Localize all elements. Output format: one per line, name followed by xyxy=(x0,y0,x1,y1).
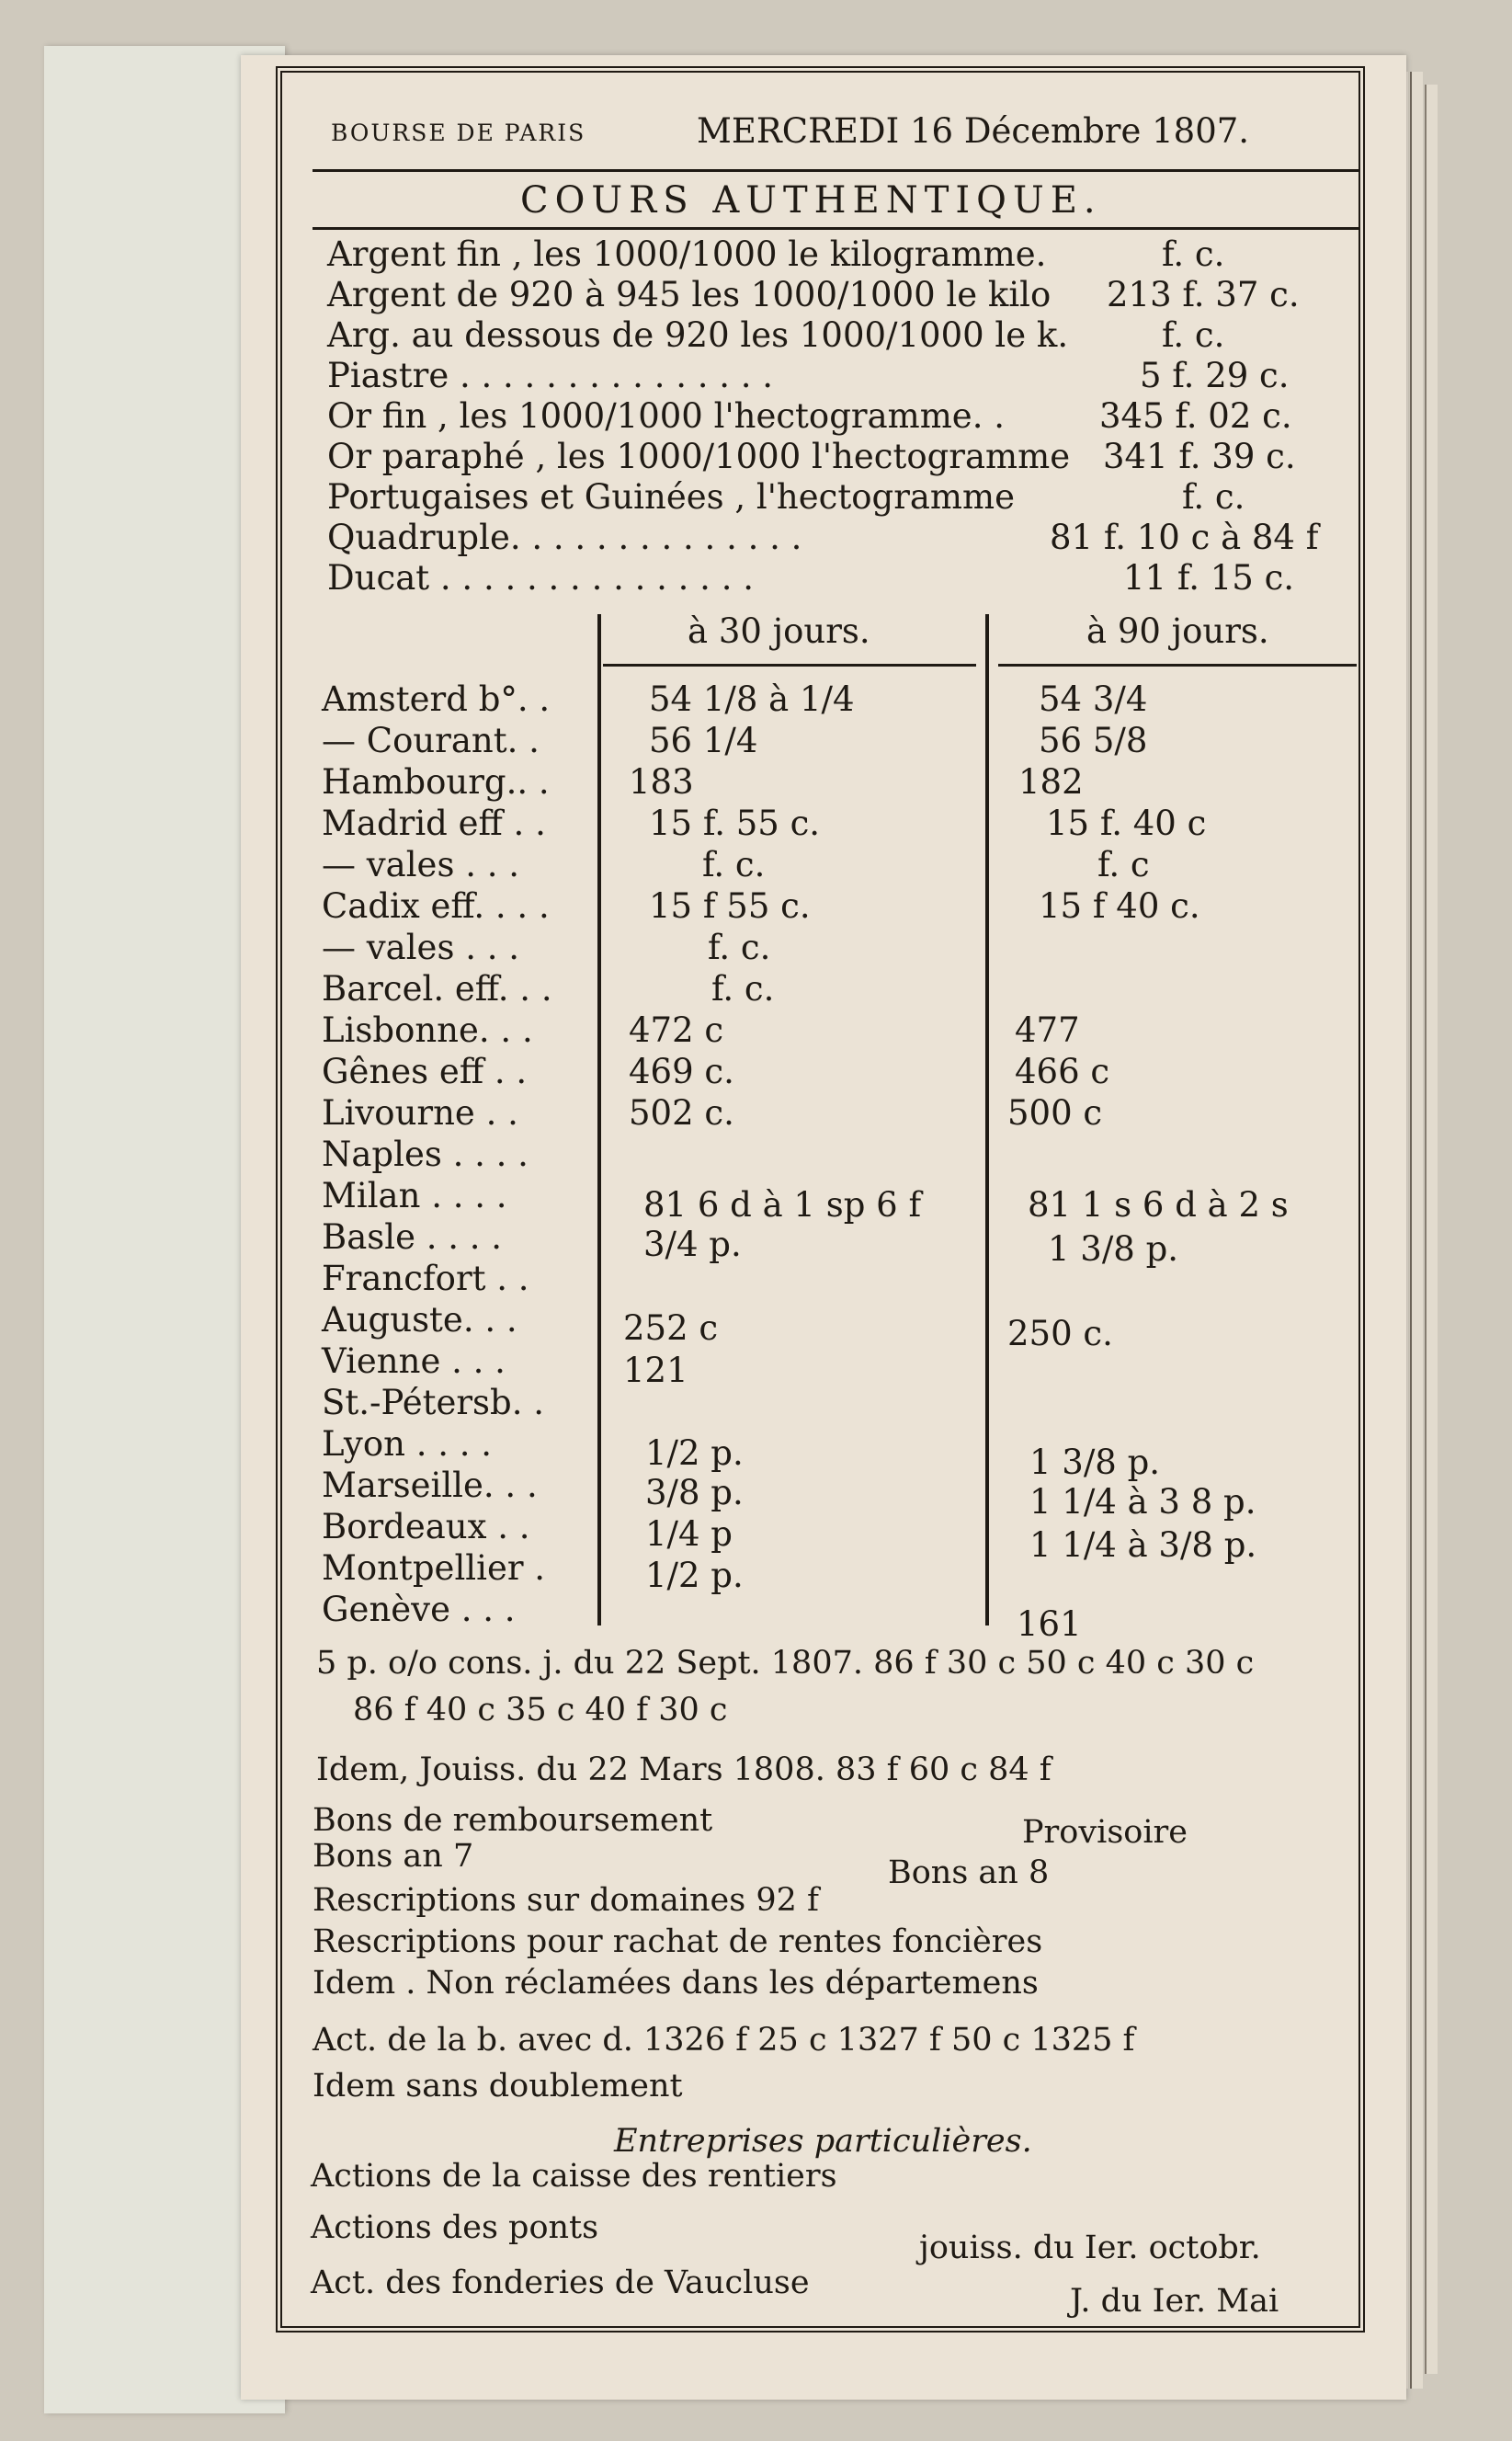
rate-30-days: 56 1/4 xyxy=(649,721,758,760)
place-name: — vales . . . xyxy=(322,928,520,967)
rate-30-days: 3/8 p. xyxy=(645,1473,744,1512)
metal-label: Ducat . . . . . . . . . . . . . . . xyxy=(327,558,754,598)
metal-label: Argent de 920 à 945 les 1000/1000 le kilo xyxy=(327,275,1052,314)
metal-value: 5 f. 29 c. xyxy=(1140,356,1290,395)
rate-30-days: 15 f. 55 c. xyxy=(649,804,821,843)
funds-line: Actions des ponts xyxy=(311,2209,599,2246)
rate-90-days: 1 1/4 à 3/8 p. xyxy=(1029,1525,1257,1565)
column-header-90-days: à 90 jours. xyxy=(1086,611,1269,651)
place-name: Gênes eff . . xyxy=(322,1052,528,1091)
rate-30-days: f. c. xyxy=(708,928,771,967)
rate-90-days: 54 3/4 xyxy=(1039,679,1148,719)
rate-90-days: 1 3/8 p. xyxy=(1048,1229,1179,1269)
funds-line: Idem, Jouiss. du 22 Mars 1808. 83 f 60 c 84 f xyxy=(316,1751,1052,1788)
date-heading: MERCREDI 16 Décembre 1807. xyxy=(697,111,1250,151)
rate-30-days: 1/4 p xyxy=(645,1514,733,1554)
place-name: Basle . . . . xyxy=(322,1217,503,1257)
metal-label: Argent fin , les 1000/1000 le kilogramme. xyxy=(327,234,1047,274)
place-name: Bordeaux . . xyxy=(322,1507,530,1546)
rate-90-days: 250 c. xyxy=(1007,1314,1113,1353)
place-name: — Courant. . xyxy=(322,721,540,760)
title-rule xyxy=(313,227,1360,230)
rate-30-days: 3/4 p. xyxy=(643,1225,742,1264)
metal-value: f. c. xyxy=(1162,234,1225,274)
rate-30-days: f. c. xyxy=(702,845,766,884)
metal-label: Or fin , les 1000/1000 l'hectogramme. . xyxy=(327,396,1005,436)
rate-90-days: 56 5/8 xyxy=(1039,721,1148,760)
funds-line: Idem sans doublement xyxy=(313,2068,683,2105)
page-edge xyxy=(1410,72,1423,2389)
place-name: Cadix eff. . . . xyxy=(322,886,550,926)
place-name: Madrid eff . . xyxy=(322,804,546,843)
rate-90-days: 161 xyxy=(1017,1604,1082,1644)
rate-90-days: 500 c xyxy=(1007,1093,1103,1133)
rate-30-days: 472 c xyxy=(629,1010,724,1050)
column-header-30-days: à 30 jours. xyxy=(688,611,870,651)
rate-30-days: 15 f 55 c. xyxy=(649,886,811,926)
bourse-label: BOURSE DE PARIS xyxy=(331,120,586,146)
place-name: Naples . . . . xyxy=(322,1135,529,1174)
place-name: — vales . . . xyxy=(322,845,520,884)
rate-90-days: 1 3/8 p. xyxy=(1029,1443,1161,1482)
place-name: Montpellier . xyxy=(322,1548,546,1588)
metal-label: Arg. au dessous de 920 les 1000/1000 le k. xyxy=(327,315,1069,355)
metal-label: Quadruple. . . . . . . . . . . . . . xyxy=(327,518,802,557)
metal-value: 341 f. 39 c. xyxy=(1103,437,1296,476)
rate-30-days: 252 c xyxy=(623,1308,719,1348)
place-name: Amsterd b°. . xyxy=(322,679,551,719)
metal-value: 213 f. 37 c. xyxy=(1107,275,1300,314)
funds-line: Bons an 8 xyxy=(888,1854,1050,1891)
rate-90-days: 15 f 40 c. xyxy=(1039,886,1200,926)
metal-label: Piastre . . . . . . . . . . . . . . . xyxy=(327,356,774,395)
funds-line: Act. de la b. avec d. 1326 f 25 c 1327 f 50 c 1325 f xyxy=(313,2022,1135,2059)
rate-30-days: 469 c. xyxy=(629,1052,734,1091)
cours-authentique-title: COURS AUTHENTIQUE. xyxy=(520,179,1102,222)
place-name: Milan . . . . xyxy=(322,1176,507,1215)
funds-line: Provisoire xyxy=(1022,1814,1188,1851)
metal-label: Or paraphé , les 1000/1000 l'hectogramme xyxy=(327,437,1071,476)
place-name: St.-Pétersb. . xyxy=(322,1383,545,1422)
place-name: Barcel. eff. . . xyxy=(322,969,552,1009)
rate-90-days: 477 xyxy=(1015,1010,1080,1050)
rate-30-days: 183 xyxy=(629,762,694,802)
place-name: Lyon . . . . xyxy=(322,1424,493,1464)
column-divider xyxy=(597,614,601,1625)
rate-90-days: 15 f. 40 c xyxy=(1046,804,1207,843)
rate-30-days: f. c. xyxy=(711,969,775,1009)
place-name: Hambourg.. . xyxy=(322,762,550,802)
section-heading-entreprises: Entreprises particulières. xyxy=(614,2123,1032,2160)
rate-30-days: 121 xyxy=(623,1351,688,1390)
rate-30-days: 1/2 p. xyxy=(645,1433,744,1473)
metal-value: 345 f. 02 c. xyxy=(1099,396,1292,436)
metal-label: Portugaises et Guinées , l'hectogramme xyxy=(327,477,1016,517)
funds-line: Bons de remboursement xyxy=(313,1802,713,1839)
funds-line: Actions de la caisse des rentiers xyxy=(311,2158,837,2195)
metal-value: f. c. xyxy=(1182,477,1245,517)
place-name: Lisbonne. . . xyxy=(322,1010,533,1050)
column-header-rule xyxy=(603,664,976,667)
funds-line: Rescriptions pour rachat de rentes foncières xyxy=(313,1923,1043,1960)
funds-line: jouiss. du Ier. octobr. xyxy=(919,2230,1261,2266)
funds-line: 5 p. o/o cons. j. du 22 Sept. 1807. 86 f 30 c 50 c 40 c 30 c xyxy=(316,1645,1255,1682)
rate-90-days: f. c xyxy=(1097,845,1150,884)
rate-90-days: 466 c xyxy=(1015,1052,1110,1091)
rate-30-days: 502 c. xyxy=(629,1093,734,1133)
funds-line: Act. des fonderies de Vaucluse xyxy=(311,2264,810,2301)
header-rule xyxy=(313,169,1360,172)
metal-value: 11 f. 15 c. xyxy=(1123,558,1295,598)
place-name: Auguste. . . xyxy=(322,1300,517,1340)
page-edge xyxy=(1425,85,1438,2374)
rate-30-days: 81 6 d à 1 sp 6 f xyxy=(643,1185,922,1225)
rate-30-days: 54 1/8 à 1/4 xyxy=(649,679,855,719)
funds-line: Rescriptions sur domaines 92 f xyxy=(313,1882,819,1919)
place-name: Marseille. . . xyxy=(322,1466,538,1505)
funds-line: Bons an 7 xyxy=(313,1838,474,1875)
metal-value: f. c. xyxy=(1162,315,1225,355)
place-name: Francfort . . xyxy=(322,1259,529,1298)
place-name: Vienne . . . xyxy=(322,1341,506,1381)
rate-90-days: 1 1/4 à 3 8 p. xyxy=(1029,1482,1256,1522)
place-name: Livourne . . xyxy=(322,1093,518,1133)
rate-90-days: 182 xyxy=(1018,762,1084,802)
metal-value: 81 f. 10 c à 84 f xyxy=(1050,518,1319,557)
funds-line: 86 f 40 c 35 c 40 f 30 c xyxy=(353,1692,728,1728)
funds-line: J. du Ier. Mai xyxy=(1070,2283,1279,2320)
column-header-rule xyxy=(998,664,1357,667)
rate-90-days: 81 1 s 6 d à 2 s xyxy=(1028,1185,1289,1225)
rate-30-days: 1/2 p. xyxy=(645,1556,744,1595)
funds-line: Idem . Non réclamées dans les départemens xyxy=(313,1965,1039,2002)
column-divider xyxy=(985,614,989,1625)
place-name: Genève . . . xyxy=(322,1590,516,1629)
